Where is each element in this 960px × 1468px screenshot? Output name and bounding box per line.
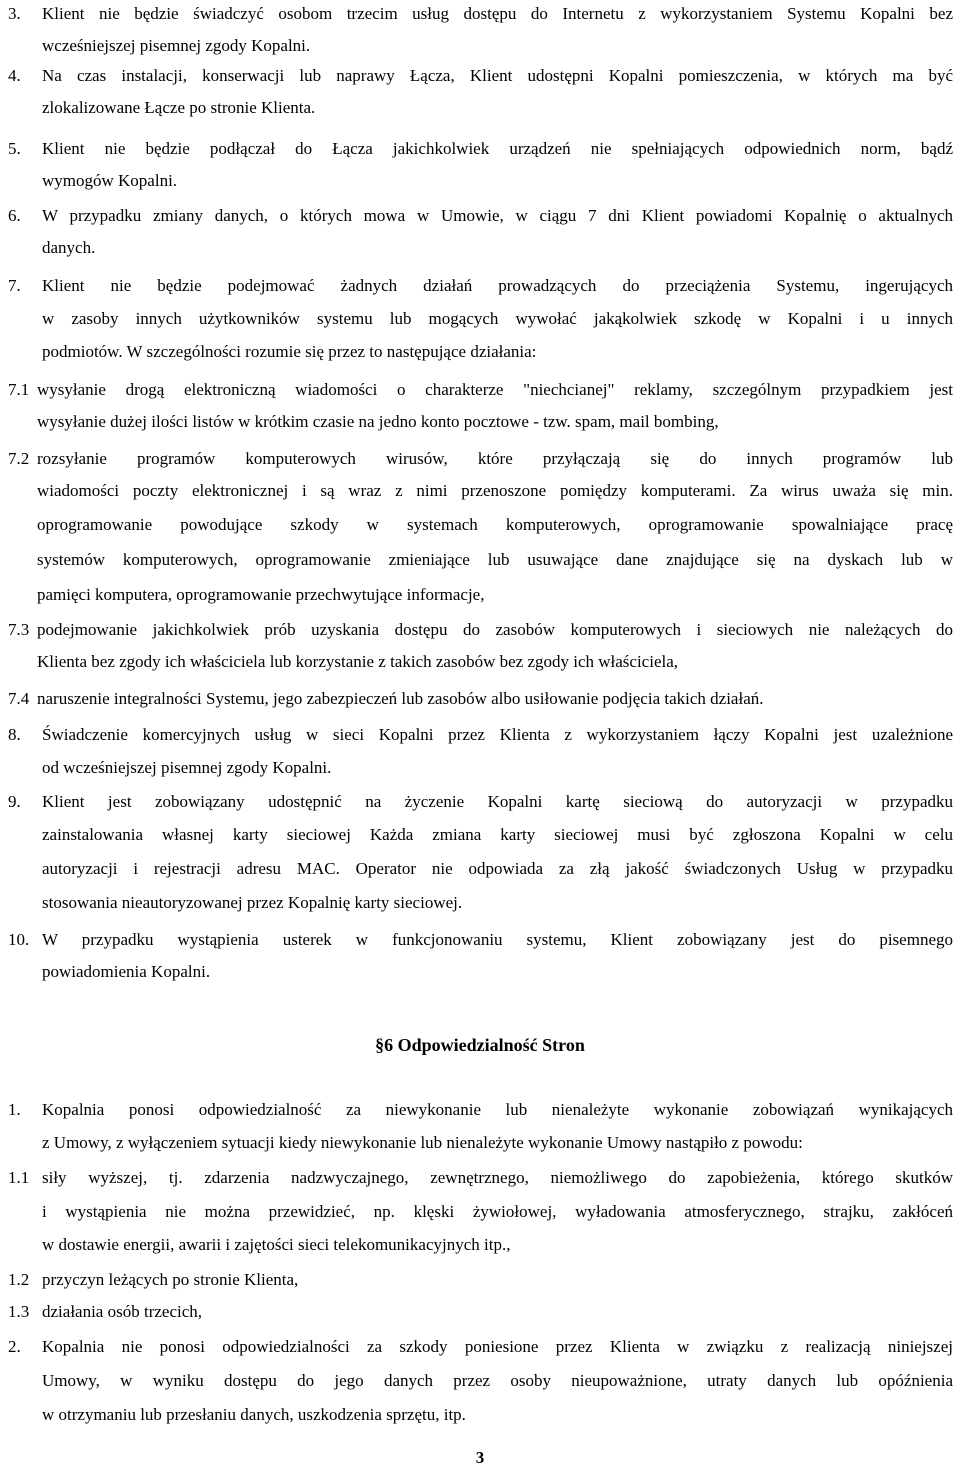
obligation-item-text: Klient nie będzie świadczyć osobom trzecim usług dostępu do Internetu z wykorzystaniem Systemu Kopalni bez bbox=[42, 4, 953, 23]
obligation-item-text: Na czas instalacji, konserwacji lub naprawy Łącza, Klient udostępni Kopalni pomieszczenia, w których ma być bbox=[42, 66, 953, 85]
obligation-item-text: systemów komputerowych, oprogramowanie zmieniające lub usuwające dane znajdujące się na dyskach lub w bbox=[37, 550, 953, 569]
liability-item-text: z Umowy, z wyłączeniem sytuacji kiedy niewykonanie lub nienależyte wykonanie Umowy nastąpiło z powodu: bbox=[42, 1133, 803, 1152]
obligation-item-text: wymogów Kopalni. bbox=[42, 171, 178, 190]
obligation-item-text: Klient nie będzie podłączał do Łącza jakichkolwiek urządzeń nie spełniających odpowiednich norm, bądź bbox=[42, 139, 953, 158]
liability-item-text: przyczyn leżących po stronie Klienta, bbox=[42, 1270, 299, 1289]
obligation-item-number: 8. bbox=[8, 725, 21, 744]
obligation-item-text: naruszenie integralności Systemu, jego zabezpieczeń lub zasobów albo usiłowanie podjęcia takich działań. bbox=[37, 689, 764, 708]
obligation-item-text: zainstalowania własnej karty sieciowej Każda zmiana karty sieciowej musi być zgłoszona Kopalni w celu bbox=[42, 825, 953, 844]
obligation-item-text: rozsyłanie programów komputerowych wirusów, które przyłączają się do innych programów lub bbox=[37, 449, 953, 468]
obligation-item-text: wcześniejszej pisemnej zgody Kopalni. bbox=[42, 36, 311, 55]
obligation-item-text: zlokalizowane Łącze po stronie Klienta. bbox=[42, 98, 316, 117]
obligation-item-number: 7. bbox=[8, 276, 21, 295]
obligation-item-number: 10. bbox=[8, 930, 30, 949]
obligation-item-text: powiadomienia Kopalni. bbox=[42, 962, 211, 981]
liability-item-text: Kopalnia ponosi odpowiedzialność za niewykonanie lub nienależyte wykonanie zobowiązań wynikających bbox=[42, 1100, 953, 1119]
liability-item-text: w dostawie energii, awarii i zajętości sieci telekomunikacyjnych itp., bbox=[42, 1235, 511, 1254]
obligation-item-number: 7.4 bbox=[8, 689, 30, 708]
obligation-item-number: 9. bbox=[8, 792, 21, 811]
obligation-item-text: oprogramowanie powodujące szkody w systemach komputerowych, oprogramowanie spowalniające pracę bbox=[37, 515, 953, 534]
liability-item-text: Umowy, w wyniku dostępu do jego danych przez osoby nieupoważnione, utraty danych lub opóźnienia bbox=[42, 1371, 953, 1390]
obligation-item-text: stosowania nieautoryzowanej przez Kopalnię karty sieciowej. bbox=[42, 893, 463, 912]
obligation-item-number: 6. bbox=[8, 206, 21, 225]
obligation-item-text: podejmowanie jakichkolwiek prób uzyskania dostępu do zasobów komputerowych i sieciowych nie należących do bbox=[37, 620, 953, 639]
liability-item-text: Kopalnia nie ponosi odpowiedzialności za szkody poniesione przez Klienta w związku z realizacją niniejszej bbox=[42, 1337, 953, 1356]
obligation-item-text: wiadomości poczty elektronicznej i są wraz z nimi przenoszone pomiędzy komputerami. Za wirus uważa się min. bbox=[37, 481, 953, 500]
obligation-item-text: autoryzacji i rejestracji adresu MAC. Operator nie odpowiada za złą jakość świadczonych Usług w przypadku bbox=[42, 859, 953, 878]
liability-item-number: 2. bbox=[8, 1337, 21, 1356]
obligation-item-text: W przypadku zmiany danych, o których mowa w Umowie, w ciągu 7 dni Klient powiadomi Kopalnię o aktualnych bbox=[42, 206, 953, 225]
liability-item-text: siły wyższej, tj. zdarzenia nadzwyczajnego, zewnętrznego, niemożliwego do zapobieżenia, którego skutków bbox=[42, 1168, 953, 1187]
obligation-item-text: Świadczenie komercyjnych usług w sieci Kopalni przez Klienta z wykorzystaniem łączy Kopalni jest uzależnione bbox=[42, 725, 953, 744]
page-number: 3 bbox=[475, 1448, 485, 1467]
liability-item-text: działania osób trzecich, bbox=[42, 1302, 203, 1321]
liability-item-text: w otrzymaniu lub przesłaniu danych, uszkodzenia sprzętu, itp. bbox=[42, 1405, 466, 1424]
liability-item-number: 1.1 bbox=[8, 1168, 30, 1187]
obligation-item-text: wysyłanie drogą elektroniczną wiadomości o charakterze "niechcianej" reklamy, szczególnym przypadkiem jest bbox=[37, 380, 953, 399]
obligation-item-text: w zasoby innych użytkowników systemu lub mogących wywołać jakąkolwiek szkodę w Kopalni i u innych bbox=[42, 309, 953, 328]
obligation-item-text: danych. bbox=[42, 238, 96, 257]
obligation-item-text: Klient jest zobowiązany udostępnić na życzenie Kopalni kartę sieciową do autoryzacji w przypadku bbox=[42, 792, 953, 811]
liability-item-number: 1.3 bbox=[8, 1302, 30, 1321]
obligation-item-text: pamięci komputera, oprogramowanie przechwytujące informacje, bbox=[37, 585, 485, 604]
obligation-item-text: podmiotów. W szczególności rozumie się przez to następujące działania: bbox=[42, 342, 537, 361]
obligation-item-text: W przypadku wystąpienia usterek w funkcjonowaniu systemu, Klient zobowiązany jest do pisemnego bbox=[42, 930, 953, 949]
obligation-item-number: 5. bbox=[8, 139, 21, 158]
section-heading: §6 Odpowiedzialność Stron bbox=[375, 1035, 585, 1055]
obligation-item-text: Klienta bez zgody ich właściciela lub korzystanie z takich zasobów bez zgody ich właściciela, bbox=[37, 652, 679, 671]
obligation-item-number: 7.1 bbox=[8, 380, 30, 399]
liability-item-number: 1. bbox=[8, 1100, 21, 1119]
liability-item-text: i wystąpienia nie można przewidzieć, np. klęski żywiołowej, wyładowania atmosferycznego, strajku, zakłóceń bbox=[42, 1202, 953, 1221]
obligation-item-text: wysyłanie dużej ilości listów w krótkim czasie na jedno konto pocztowe - tzw. spam, mail bombing, bbox=[37, 412, 719, 431]
obligation-item-number: 4. bbox=[8, 66, 21, 85]
obligation-item-number: 3. bbox=[8, 4, 21, 23]
liability-item-number: 1.2 bbox=[8, 1270, 30, 1289]
obligation-item-number: 7.3 bbox=[8, 620, 30, 639]
obligation-item-text: Klient nie będzie podejmować żadnych działań prowadzących do przeciążenia Systemu, ingerujących bbox=[42, 276, 953, 295]
obligation-item-number: 7.2 bbox=[8, 449, 30, 468]
obligation-item-text: od wcześniejszej pisemnej zgody Kopalni. bbox=[42, 758, 332, 777]
